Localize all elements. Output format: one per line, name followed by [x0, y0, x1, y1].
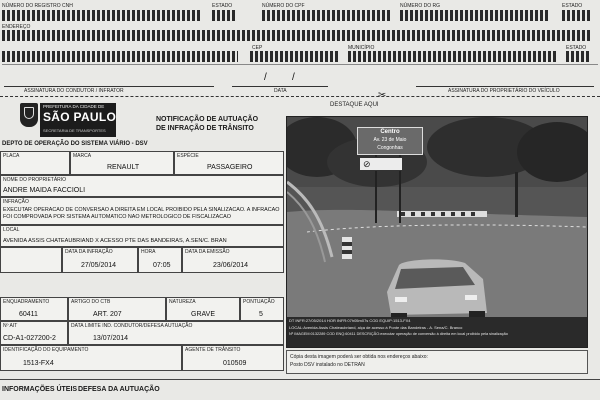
points-value: 5 [259, 311, 263, 318]
camera-photo [286, 116, 588, 348]
caption-line1: Cópia desta imagem poderá ser obtida nos endereços abaixo: [290, 354, 428, 360]
cpf-boxes[interactable] [262, 10, 392, 21]
title-line2: DE INFRAÇÃO DE TRÂNSITO [156, 125, 254, 132]
brand-value: RENAULT [107, 164, 140, 171]
rg-boxes[interactable] [400, 10, 550, 21]
state-boxes-3[interactable] [566, 51, 590, 62]
brand-field: MARCA RENAULT [70, 151, 174, 175]
caption-line2: Posto DSV instalado no DETRAN [290, 362, 365, 368]
plate-field: PLACA [0, 151, 70, 175]
deadline-value: 13/07/2014 [93, 335, 129, 342]
agent-field: AGENTE DE TRÂNSITO 010509 [182, 345, 284, 371]
sp-logo [20, 103, 116, 137]
infraction-date-field: DATA DA INFRAÇÃO 27/05/2014 [62, 247, 138, 273]
classification-value: 60411 [19, 311, 38, 318]
no-right-turn-sign [359, 157, 403, 171]
cep-label: CEP [252, 45, 263, 51]
city-label: MUNICÍPIO [348, 45, 375, 51]
photo-scene [287, 117, 587, 347]
date-separator-2: / [292, 72, 295, 83]
issue-date-value: 23/06/2014 [213, 262, 249, 269]
cut-line [0, 96, 600, 97]
photo-info-2: LOCAL:Avenida Assis Chateaubriand, alça de acesso à Ponte das Bandeiras - A. Sena/C. Branco [289, 325, 463, 330]
blank-cell-1 [0, 247, 62, 273]
detach-label: DESTAQUE AQUI [330, 102, 379, 108]
points-field: PONTUAÇÃO 5 [240, 297, 284, 321]
address-label: ENDEREÇO [2, 24, 31, 30]
cnh-boxes[interactable] [2, 10, 202, 21]
cpf-label: NÚMERO DO CPF [262, 3, 305, 9]
agent-value: 010509 [223, 360, 247, 367]
city-boxes[interactable] [348, 51, 558, 62]
time-value: 07:05 [153, 262, 171, 269]
date-separator-1: / [264, 72, 267, 83]
infraction-date-value: 27/05/2014 [81, 262, 117, 269]
equipment-field: IDENTIFICAÇÃO DO EQUIPAMENTO 1513-FX4 [0, 345, 182, 371]
notice-title [156, 115, 258, 133]
infraction-desc-2: FOI COMPROVADA POR SISTEMA AUTOMATICO NAO METROLOGICO DE FISCALIZACAO [3, 214, 231, 220]
photo-caption-box [286, 350, 588, 374]
footer-info-heading: INFORMAÇÕES ÚTEIS [2, 386, 78, 393]
logo-line2: SÃO PAULO [43, 110, 117, 124]
cnh-label: NÚMERO DO REGISTRO CNH [2, 3, 73, 9]
department-name: DEPTO DE OPERAÇÃO DO SISTEMA VIÁRIO - DSV [2, 141, 148, 147]
article-value: ART. 207 [93, 311, 122, 318]
owner-signature-label: ASSINATURA DO PROPRIETÁRIO DO VEÍCULO [448, 88, 560, 94]
owner-value: ANDRE MAIDA FACCIOLI [3, 187, 86, 194]
driver-signature-label: ASSINATURA DO CONDUTOR / INFRATOR [24, 88, 124, 94]
road-sign: Centro Av. 23 de Maio Congonhas [357, 127, 423, 155]
crest-icon [20, 103, 38, 127]
address-boxes-2[interactable] [2, 51, 238, 62]
classification-field: ENQUADRAMENTO 60411 [0, 297, 68, 321]
no-turn-icon: ⊘ [363, 159, 371, 169]
article-field: ARTIGO DO CTB ART. 207 [68, 297, 166, 321]
title-line1: NOTIFICAÇÃO DE AUTUAÇÃO [156, 116, 259, 123]
photo-info-3: Nº IMAGEM:0132289 COD ENQ:60411 DESCRIÇÃO:executar operação de conversão à direita em local proibido pela sinalização [289, 332, 508, 336]
infraction-desc-1: EXECUTAR OPERACAO DE CONVERSAO A DIREITA EM LOCAL PROIBIDO PELA SINALIZACAO. A INFRACAO [3, 207, 280, 213]
ait-field: Nº AIT CD-A1-027200-2 [0, 321, 68, 345]
species-field: ESPÉCIE PASSAGEIRO [174, 151, 284, 175]
ait-value: CD-A1-027200-2 [3, 335, 56, 342]
scissors-icon: ✂ [378, 90, 387, 101]
address-boxes[interactable] [2, 30, 590, 41]
state-label-2: ESTADO [562, 3, 583, 9]
infraction-field: INFRAÇÃO EXECUTAR OPERACAO DE CONVERSAO A DIREITA EM LOCAL PROIBIDO PELA SINALIZACAO. A INFRACAO FOI COMPROVADA POR SISTEMA AUTOMATICO NAO METROLOGICO DE FISCALIZACAO [0, 197, 284, 225]
location-value: AVENIDA ASSIS CHATEAUBRIAND X ACESSO PTE DAS BANDEIRAS, A.SEN/C. BRAN [3, 238, 227, 244]
logo-line1: PREFEITURA DA CIDADE DE [43, 104, 105, 109]
footer-defense-heading: DEFESA DA AUTUAÇÃO [78, 386, 160, 393]
cep-boxes[interactable] [250, 51, 340, 62]
deadline-field: DATA LIMITE IND. CONDUTOR/DEFESA AUTUAÇÃO 13/07/2014 [68, 321, 284, 345]
issue-date-field: DATA DA EMISSÃO 23/06/2014 [182, 247, 284, 273]
state-boxes-2[interactable] [562, 10, 590, 21]
nature-value: GRAVE [191, 311, 215, 318]
state-boxes-1[interactable] [212, 10, 236, 21]
location-field: LOCAL AVENIDA ASSIS CHATEAUBRIAND X ACESSO PTE DAS BANDEIRAS, A.SEN/C. BRAN [0, 225, 284, 247]
state-label-1: ESTADO [212, 3, 233, 9]
equipment-value: 1513-FX4 [23, 360, 54, 367]
nature-field: NATUREZA GRAVE [166, 297, 240, 321]
time-field: HORA 07:05 [138, 247, 182, 273]
date-label: DATA [274, 88, 287, 94]
state-label-3: ESTADO [566, 45, 587, 51]
logo-line3: SECRETARIA DE TRANSPORTES [43, 128, 106, 133]
photo-info-1: DT INFR:27/05/2014 HOR INFR:07h05m07s COD EQUIP:1513-FX4 [289, 318, 411, 323]
owner-field: NOME DO PROPRIETÁRIO ANDRE MAIDA FACCIOLI [0, 175, 284, 197]
species-value: PASSAGEIRO [207, 164, 253, 171]
rg-label: NÚMERO DO RG [400, 3, 440, 9]
